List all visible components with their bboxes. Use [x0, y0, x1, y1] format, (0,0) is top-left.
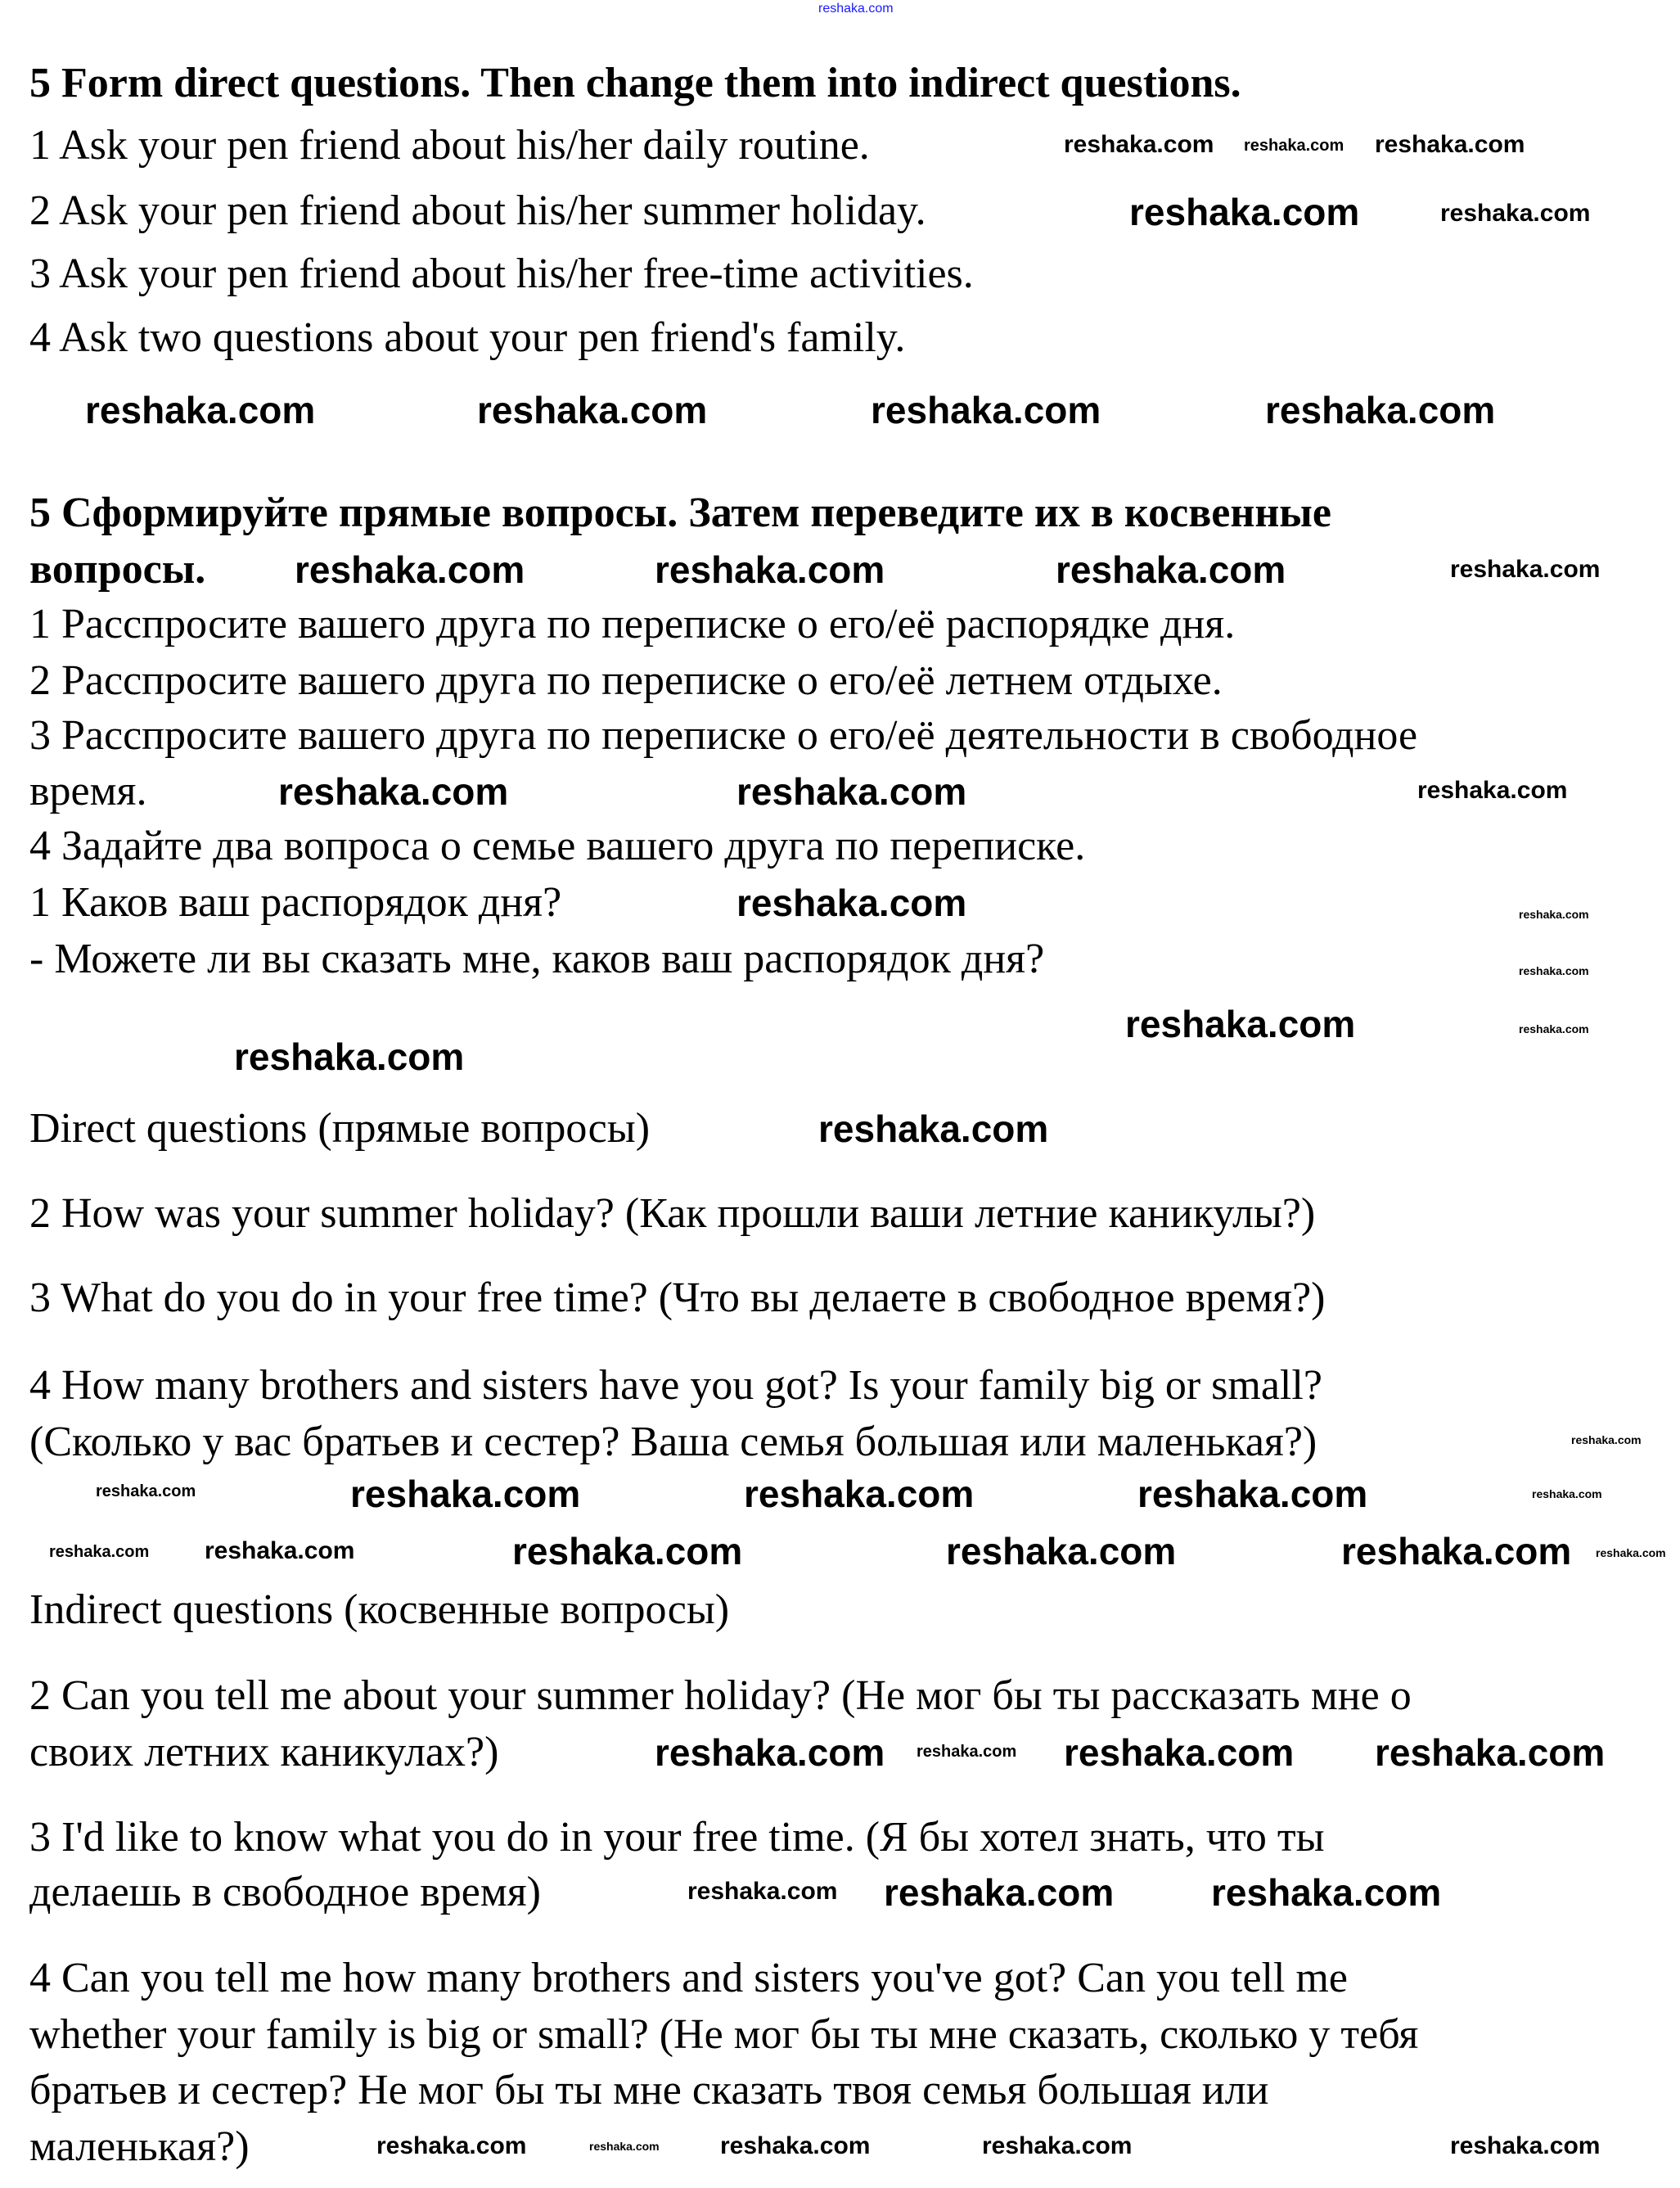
- task-line-ru: 1 Расспросите вашего друга по переписке о его/её распорядке дня.: [29, 601, 1236, 647]
- indirect-line: 3 I'd like to know what you do in your free time. (Я бы хотел знать, что ты: [29, 1814, 1325, 1861]
- watermark: reshaka.com: [512, 1530, 743, 1572]
- answer-line: - Можете ли вы сказать мне, каков ваш распорядок дня?: [29, 936, 1045, 982]
- watermark: reshaka.com: [1450, 2132, 1601, 2159]
- indirect-heading: Indirect questions (косвенные вопросы): [29, 1586, 730, 1633]
- header-link[interactable]: reshaka.com: [818, 2, 894, 16]
- indirect-line: whether your family is big or small? (Не мог бы ты мне сказать, сколько у тебя: [29, 2011, 1419, 2058]
- watermark: reshaka.com: [1265, 389, 1496, 431]
- watermark: reshaka.com: [1519, 908, 1589, 921]
- task-item: 2 Ask your pen friend about his/her summer holiday.: [29, 187, 926, 234]
- answer-line: 1 Каков ваш распорядок дня?: [29, 879, 562, 926]
- watermark: reshaka.com: [1064, 1731, 1295, 1774]
- watermark: reshaka.com: [917, 1743, 1017, 1761]
- watermark: reshaka.com: [295, 548, 525, 591]
- task-line-ru: 4 Задайте два вопроса о семье вашего друга по переписке.: [29, 823, 1086, 869]
- watermark: reshaka.com: [278, 770, 509, 813]
- task-title-en: 5 Form direct questions. Then change them into indirect questions.: [29, 60, 1241, 106]
- watermark: reshaka.com: [376, 2132, 527, 2159]
- indirect-line: 4 Can you tell me how many brothers and sisters you've got? Can you tell me: [29, 1955, 1348, 2001]
- indirect-line: братьев и сестер? Не мог бы ты мне сказать твоя семья большая или: [29, 2067, 1269, 2114]
- watermark: reshaka.com: [350, 1473, 581, 1515]
- watermark: reshaka.com: [96, 1482, 196, 1500]
- watermark: reshaka.com: [655, 548, 885, 591]
- direct-line: 4 How many brothers and sisters have you got? Is your family big or small?: [29, 1362, 1322, 1409]
- watermark: reshaka.com: [1341, 1530, 1572, 1572]
- direct-line: 3 What do you do in your free time? (Что вы делаете в свободное время?): [29, 1274, 1326, 1321]
- watermark: reshaka.com: [1056, 548, 1286, 591]
- watermark: reshaka.com: [871, 389, 1101, 431]
- watermark: reshaka.com: [1417, 777, 1568, 804]
- watermark: reshaka.com: [1596, 1546, 1666, 1559]
- watermark: reshaka.com: [1064, 131, 1214, 158]
- watermark: reshaka.com: [1375, 131, 1525, 158]
- indirect-line: делаешь в свободное время): [29, 1869, 541, 1915]
- watermark: reshaka.com: [1129, 191, 1360, 233]
- task-item: 4 Ask two questions about your pen friend's family.: [29, 314, 906, 361]
- task-line-ru: 3 Расспросите вашего друга по переписке о его/её деятельности в свободное: [29, 712, 1418, 759]
- indirect-line: маленькая?): [29, 2123, 250, 2170]
- direct-line: 2 How was your summer holiday? (Как прошли ваши летние каникулы?): [29, 1190, 1316, 1237]
- watermark: reshaka.com: [49, 1543, 150, 1561]
- watermark: reshaka.com: [982, 2132, 1133, 2159]
- watermark: reshaka.com: [744, 1473, 975, 1515]
- watermark: reshaka.com: [234, 1035, 465, 1078]
- watermark: reshaka.com: [655, 1731, 885, 1774]
- watermark: reshaka.com: [1137, 1473, 1368, 1515]
- watermark: reshaka.com: [1519, 964, 1589, 977]
- watermark: reshaka.com: [818, 1108, 1049, 1150]
- watermark: reshaka.com: [85, 389, 316, 431]
- watermark: reshaka.com: [1375, 1731, 1606, 1774]
- task-item: 3 Ask your pen friend about his/her free-time activities.: [29, 250, 974, 297]
- watermark: reshaka.com: [736, 882, 967, 924]
- watermark: reshaka.com: [884, 1871, 1115, 1914]
- watermark: reshaka.com: [1532, 1487, 1602, 1500]
- watermark: reshaka.com: [477, 389, 708, 431]
- direct-heading: Direct questions (прямые вопросы): [29, 1105, 651, 1152]
- watermark: reshaka.com: [1440, 200, 1591, 227]
- indirect-line: своих летних каникулах?): [29, 1729, 499, 1775]
- watermark: reshaka.com: [589, 2140, 660, 2153]
- watermark: reshaka.com: [1244, 137, 1344, 155]
- watermark: reshaka.com: [205, 1537, 355, 1564]
- watermark: reshaka.com: [1519, 1022, 1589, 1035]
- watermark: reshaka.com: [1211, 1871, 1442, 1914]
- task-line-ru: время.: [29, 768, 147, 814]
- watermark: reshaka.com: [720, 2132, 871, 2159]
- watermark: reshaka.com: [1450, 556, 1601, 583]
- direct-line: (Сколько у вас братьев и сестер? Ваша семья большая или маленькая?): [29, 1419, 1317, 1465]
- watermark: reshaka.com: [736, 770, 967, 813]
- watermark: reshaka.com: [946, 1530, 1177, 1572]
- task-title-ru-cont: вопросы.: [29, 546, 206, 593]
- watermark: reshaka.com: [1571, 1433, 1642, 1446]
- task-line-ru: 2 Расспросите вашего друга по переписке о его/её летнем отдыхе.: [29, 657, 1223, 704]
- watermark: reshaka.com: [1125, 1003, 1356, 1045]
- task-item: 1 Ask your pen friend about his/her daily routine.: [29, 122, 870, 169]
- watermark: reshaka.com: [687, 1878, 838, 1905]
- indirect-line: 2 Can you tell me about your summer holiday? (Не мог бы ты рассказать мне о: [29, 1672, 1412, 1719]
- task-title-ru: 5 Сформируйте прямые вопросы. Затем переведите их в косвенные: [29, 489, 1331, 536]
